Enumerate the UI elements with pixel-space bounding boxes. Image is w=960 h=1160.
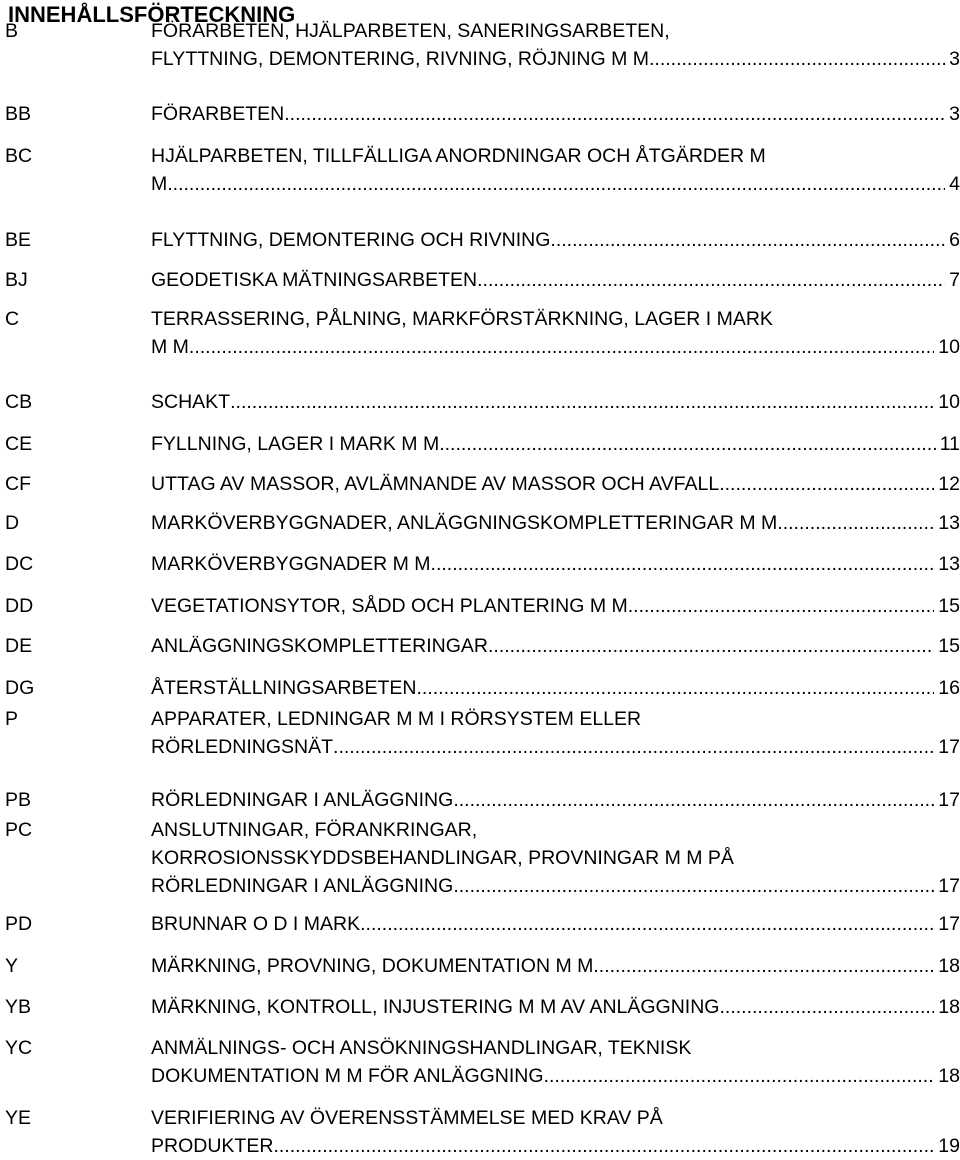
toc-entry-last-line bbox=[151, 952, 960, 980]
toc-entry-last-line bbox=[151, 509, 960, 537]
toc-entry-body bbox=[151, 705, 960, 761]
toc-entry-title-line: VEGETATIONSYTOR, SÅDD OCH PLANTERING M M bbox=[151, 595, 628, 617]
toc-entry-body bbox=[151, 430, 960, 458]
toc-entry-page-number: 3 bbox=[949, 48, 960, 70]
dot-leader bbox=[719, 470, 934, 498]
dot-leader bbox=[284, 100, 945, 128]
toc-entry-title-line: BRUNNAR O D I MARK bbox=[151, 913, 361, 935]
toc-entry-code: B bbox=[5, 20, 19, 42]
toc-entry-title-line: FYLLNING, LAGER I MARK M M bbox=[151, 433, 440, 455]
toc-entry-code: CF bbox=[5, 473, 31, 495]
toc-entry-last-line bbox=[151, 550, 960, 578]
toc-entry-code: BJ bbox=[5, 269, 28, 291]
toc-entry-title-line: SCHAKT bbox=[151, 391, 231, 413]
dot-leader bbox=[439, 430, 936, 458]
dot-leader bbox=[453, 786, 934, 814]
toc-entry-body bbox=[151, 1034, 960, 1090]
toc-entry-body bbox=[151, 100, 960, 128]
toc-entry-title-line: DOKUMENTATION M M FÖR ANLÄGGNING bbox=[151, 1065, 544, 1087]
toc-entry-body bbox=[151, 266, 960, 294]
dot-leader bbox=[189, 333, 934, 361]
toc-entry-title-line: VERIFIERING AV ÖVERENSSTÄMMELSE MED KRAV PÅ bbox=[151, 1107, 663, 1129]
toc-entry-code: PB bbox=[5, 789, 32, 811]
toc-entry-body bbox=[151, 910, 960, 938]
toc-entry-page-number: 13 bbox=[938, 512, 960, 534]
toc-entry-title-line: RÖRLEDNINGSNÄT bbox=[151, 736, 334, 758]
toc-entry-code: BB bbox=[5, 103, 32, 125]
toc-entry-page-number: 15 bbox=[938, 635, 960, 657]
toc-entry-code: Y bbox=[5, 955, 19, 977]
toc-entry-code: DD bbox=[5, 595, 34, 617]
toc-entry-page-number: 18 bbox=[938, 1065, 960, 1087]
toc-entry-body bbox=[151, 993, 960, 1021]
toc-entry-last-line bbox=[151, 226, 960, 254]
toc-entry-page-number: 3 bbox=[949, 103, 960, 125]
toc-entry-title-line: FÖRARBETEN bbox=[151, 103, 285, 125]
toc-entry-page-number: 18 bbox=[938, 955, 960, 977]
toc-entry-title-line: HJÄLPARBETEN, TILLFÄLLIGA ANORDNINGAR OCH ÅTGÄRDER M bbox=[151, 145, 766, 167]
toc-entry-title-line: MARKÖVERBYGGNADER M M bbox=[151, 553, 431, 575]
toc-entry-body bbox=[151, 305, 960, 361]
toc-entry-title-line: RÖRLEDNINGAR I ANLÄGGNING bbox=[151, 875, 454, 897]
toc-entry-code: YC bbox=[5, 1037, 33, 1059]
toc-entry-title-line: ANLÄGGNINGSKOMPLETTERINGAR bbox=[151, 635, 488, 657]
toc-entry-code: DE bbox=[5, 635, 33, 657]
toc-entry-code: CE bbox=[5, 433, 33, 455]
toc-entry-last-line bbox=[151, 45, 960, 73]
toc-entry-title-line: PRODUKTER bbox=[151, 1135, 274, 1157]
toc-entry-page-number: 11 bbox=[939, 433, 960, 455]
toc-entry-last-line bbox=[151, 674, 960, 702]
dot-leader bbox=[777, 509, 934, 537]
toc-entry-title-line: FLYTTNING, DEMONTERING, RIVNING, RÖJNING M M bbox=[151, 48, 649, 70]
toc-entry-page-number: 15 bbox=[938, 595, 960, 617]
toc-entry-last-line bbox=[151, 993, 960, 1021]
toc-entry-body bbox=[151, 674, 960, 702]
toc-entry-page-number: 19 bbox=[938, 1135, 960, 1157]
toc-entry-body bbox=[151, 226, 960, 254]
toc-entry-page-number: 17 bbox=[938, 913, 960, 935]
toc-entry-title-line: GEODETISKA MÄTNINGSARBETEN bbox=[151, 269, 478, 291]
toc-entry-title-line: ÅTERSTÄLLNINGSARBETEN bbox=[151, 677, 417, 699]
toc-entry-body bbox=[151, 632, 960, 660]
dot-leader bbox=[167, 170, 945, 198]
toc-entry-body bbox=[151, 816, 960, 900]
dot-leader bbox=[453, 872, 934, 900]
toc-entry-code: DC bbox=[5, 553, 34, 575]
toc-entry-last-line bbox=[151, 430, 960, 458]
dot-leader bbox=[488, 632, 934, 660]
toc-entry-last-line bbox=[151, 786, 960, 814]
toc-entry-last-line bbox=[151, 872, 960, 900]
toc-entry-last-line bbox=[151, 100, 960, 128]
toc-entry-title-line: ANMÄLNINGS- OCH ANSÖKNINGSHANDLINGAR, TEKNISK bbox=[151, 1037, 692, 1059]
dot-leader bbox=[593, 952, 934, 980]
toc-entry-code: C bbox=[5, 308, 20, 330]
toc-entry-body bbox=[151, 470, 960, 498]
toc-entry-page-number: 17 bbox=[938, 875, 960, 897]
toc-entry-page-number: 12 bbox=[938, 473, 960, 495]
toc-entry-title-line: RÖRLEDNINGAR I ANLÄGGNING bbox=[151, 789, 454, 811]
toc-entry-page-number: 16 bbox=[938, 677, 960, 699]
toc-entry-title-line: FÖRARBETEN, HJÄLPARBETEN, SANERINGSARBETEN, bbox=[151, 20, 670, 42]
toc-entry-title-line: FLYTTNING, DEMONTERING OCH RIVNING bbox=[151, 229, 551, 251]
dot-leader bbox=[230, 388, 934, 416]
toc-entry-title-line: UTTAG AV MASSOR, AVLÄMNANDE AV MASSOR OCH AVFALL bbox=[151, 473, 720, 495]
toc-entry-last-line bbox=[151, 733, 960, 761]
toc-entry-title-line: ANSLUTNINGAR, FÖRANKRINGAR, bbox=[151, 819, 478, 841]
toc-entry-last-line bbox=[151, 632, 960, 660]
toc-entry-page-number: 13 bbox=[938, 553, 960, 575]
toc-entry-body bbox=[151, 786, 960, 814]
toc-entry-title-line: M bbox=[151, 173, 168, 195]
toc-entry-last-line bbox=[151, 170, 960, 198]
dot-leader bbox=[719, 993, 934, 1021]
toc-entry-page-number: 10 bbox=[938, 336, 960, 358]
toc-entry-code: YB bbox=[5, 996, 32, 1018]
toc-entry-code: DG bbox=[5, 677, 35, 699]
dot-leader bbox=[477, 266, 945, 294]
toc-entry-title-line: MÄRKNING, PROVNING, DOKUMENTATION M M bbox=[151, 955, 594, 977]
toc-entry-code: D bbox=[5, 512, 20, 534]
page-title: INNEHÅLLSFÖRTECKNING bbox=[8, 2, 296, 27]
toc-entry-last-line bbox=[151, 266, 960, 294]
toc-entry-code: P bbox=[5, 708, 19, 730]
toc-entry-page-number: 17 bbox=[938, 736, 960, 758]
toc-entry-body bbox=[151, 142, 960, 198]
dot-leader bbox=[628, 592, 935, 620]
toc-entry-last-line bbox=[151, 388, 960, 416]
toc-entry-code: PD bbox=[5, 913, 33, 935]
dot-leader bbox=[544, 1062, 935, 1090]
toc-entry-last-line bbox=[151, 333, 960, 361]
toc-entry-code: CB bbox=[5, 391, 33, 413]
toc-entry-title-line: M M bbox=[151, 336, 189, 358]
toc-entry-title-line: MARKÖVERBYGGNADER, ANLÄGGNINGSKOMPLETTERINGAR M M bbox=[151, 512, 778, 534]
toc-entry-last-line bbox=[151, 592, 960, 620]
toc-entry-title-line: MÄRKNING, KONTROLL, INJUSTERING M M AV ANLÄGGNING bbox=[151, 996, 720, 1018]
dot-leader bbox=[360, 910, 934, 938]
toc-entry-code: PC bbox=[5, 819, 33, 841]
toc-entry-body bbox=[151, 509, 960, 537]
toc-entry-page-number: 4 bbox=[949, 173, 960, 195]
dot-leader bbox=[333, 733, 934, 761]
toc-entry-body bbox=[151, 550, 960, 578]
toc-entry-page-number: 6 bbox=[949, 229, 960, 251]
toc-entry-title-line: KORROSIONSSKYDDSBEHANDLINGAR, PROVNINGAR M M PÅ bbox=[151, 847, 734, 869]
toc-entry-page-number: 7 bbox=[949, 269, 960, 291]
toc-entry-page-number: 10 bbox=[938, 391, 960, 413]
toc-entry-body bbox=[151, 592, 960, 620]
toc-entry-title-line: APPARATER, LEDNINGAR M M I RÖRSYSTEM ELLER bbox=[151, 708, 642, 730]
toc-entry-page-number: 18 bbox=[938, 996, 960, 1018]
toc-entry-last-line bbox=[151, 1062, 960, 1090]
dot-leader bbox=[416, 674, 934, 702]
toc-entry-title-line: TERRASSERING, PÅLNING, MARKFÖRSTÄRKNING, LAGER I MARK bbox=[151, 308, 773, 330]
toc-entry-body bbox=[151, 952, 960, 980]
toc-entry-last-line bbox=[151, 470, 960, 498]
dot-leader bbox=[649, 45, 945, 73]
toc-entry-code: YE bbox=[5, 1107, 32, 1129]
dot-leader bbox=[550, 226, 945, 254]
toc-entry-page-number: 17 bbox=[938, 789, 960, 811]
toc-entry-body bbox=[151, 388, 960, 416]
toc-entry-code: BE bbox=[5, 229, 32, 251]
toc-entry-body bbox=[151, 17, 960, 73]
toc-entry-last-line bbox=[151, 910, 960, 938]
toc-entry-body bbox=[151, 1104, 960, 1160]
toc-entry-last-line bbox=[151, 1132, 960, 1160]
dot-leader bbox=[273, 1132, 934, 1160]
toc-entry-code: BC bbox=[5, 145, 33, 167]
dot-leader bbox=[431, 550, 935, 578]
